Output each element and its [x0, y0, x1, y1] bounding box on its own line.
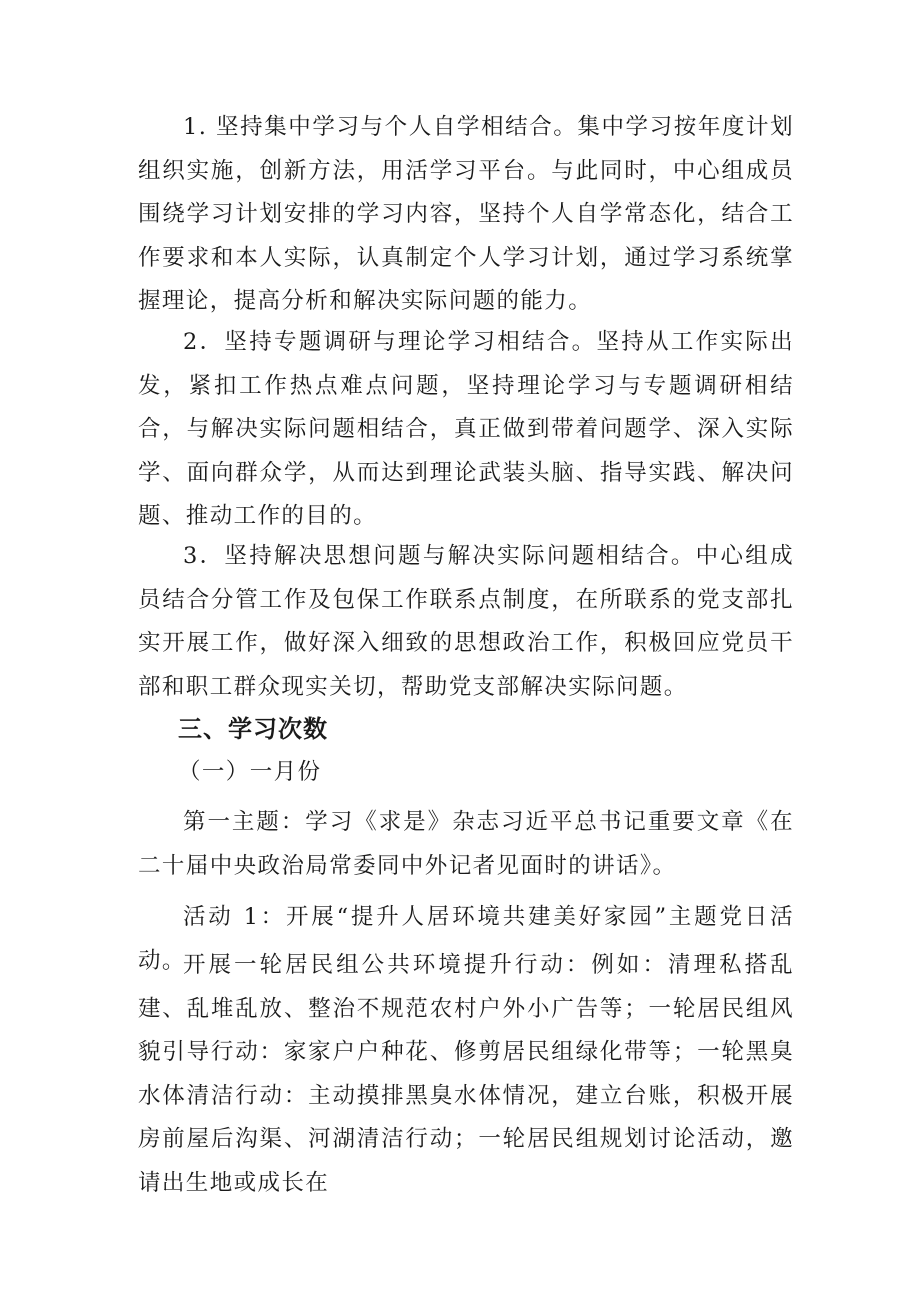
activity-paragraph: 活动 1：开展“提升人居环境共建美好家园”主题党日活动。 — [138, 904, 794, 974]
theme-paragraph: 第一主题：学习《求是》杂志习近平总书记重要文章《在二十届中央政治局常委同中外记者见面时的讲话》。 — [138, 809, 794, 879]
principle-paragraph-2: 2．坚持专题调研与理论学习相结合。坚持从工作实际出发，紧扣工作热点难点问题，坚持理论学习与专题调研相结合，与解决实际问题相结合，真正做到带着问题学、深入实际学、面向群众学，从而达到理论武装头脑、指导实践、解决问题、推动工作的目的。 — [138, 329, 794, 530]
principle-paragraph-3: 3．坚持解决思想问题与解决实际问题相结合。中心组成员结合分管工作及包保工作联系点制度，在所联系的党支部扎实开展工作，做好深入细致的思想政治工作，积极回应党员干部和职工群众现实关切，帮助党支部解决实际问题。 — [138, 543, 794, 700]
activity-detail-paragraph: 开展一轮居民组公共环境提升行动：例如：清理私搭乱建、乱堆乱放、整治不规范农村户外小广告等；一轮居民组风貌引导行动：家家户户种花、修剪居民组绿化带等；一轮黑臭水体清洁行动：主动摸排黑臭水体情况，建立台账，积极开展房前屋后沟渠、河湖清洁行动；一轮居民组规划讨论活动，邀请出生地或成长在 — [138, 952, 794, 1196]
principle-paragraph-1: 1. 坚持集中学习与个人自学相结合。集中学习按年度计划组织实施，创新方法，用活学习平台。与此同时，中心组成员围绕学习计划安排的学习内容，坚持个人自学常态化，结合工作要求和本人实际，认真制定个人学习计划，通过学习系统掌握理论，提高分析和解决实际问题的能力。 — [138, 114, 794, 315]
sub-heading-january: （一）一月份 — [178, 759, 322, 785]
section-heading: 三、学习次数 — [178, 715, 328, 743]
